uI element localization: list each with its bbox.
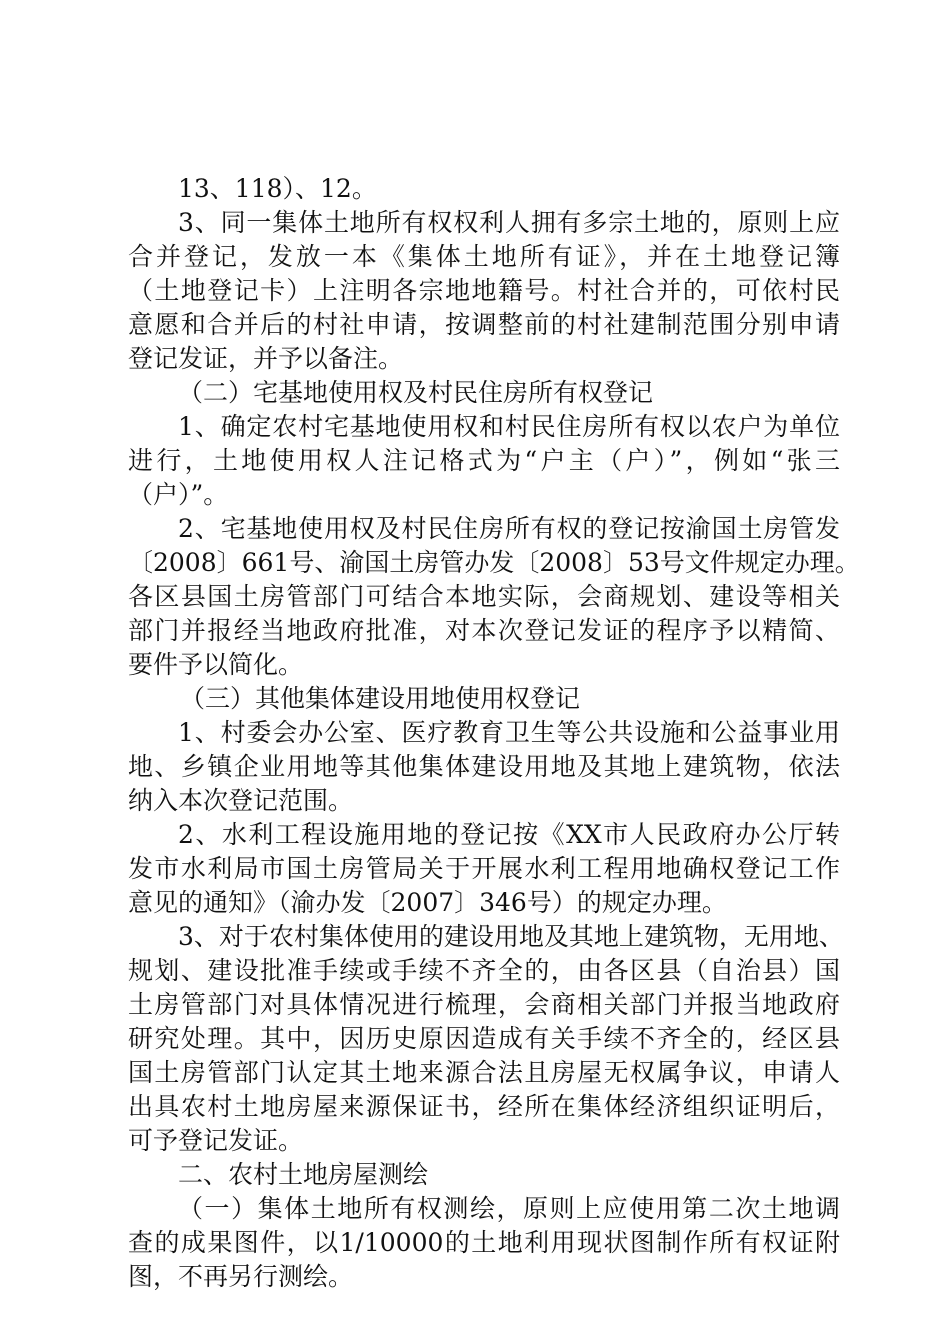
text-line: （一）集体土地所有权测绘，原则上应使用第二次土地调 xyxy=(178,1194,840,1223)
text-line: （户）”。 xyxy=(128,480,229,509)
text-line: 国土房管部门认定其土地来源合法且房屋无权属争议，申请人 xyxy=(128,1058,840,1087)
text-line: 部门并报经当地政府批准，对本次登记发证的程序予以精简、 xyxy=(128,616,840,645)
text-line: 登记发证，并予以备注。 xyxy=(128,344,404,373)
section-heading: （三）其他集体建设用地使用权登记 xyxy=(180,684,581,713)
text-line: 查的成果图件，以1/10000的土地利用现状图制作所有权证附 xyxy=(128,1228,840,1257)
text-line: 研究处理。其中，因历史原因造成有关手续不齐全的，经区县 xyxy=(128,1024,840,1053)
text-line: 意愿和合并后的村社申请，按调整前的村社建制范围分别申请 xyxy=(128,310,840,339)
text-line: 3、对于农村集体使用的建设用地及其地上建筑物，无用地、 xyxy=(178,922,844,951)
text-line: 2、水利工程设施用地的登记按《XX市人民政府办公厅转 xyxy=(178,820,840,849)
text-line: 3、同一集体土地所有权权利人拥有多宗土地的，原则上应 xyxy=(178,208,840,237)
text-line: （土地登记卡）上注明各宗地地籍号。村社合并的，可依村民 xyxy=(128,276,840,305)
text-line: 合并登记，发放一本《集体土地所有证》，并在土地登记簿 xyxy=(128,242,840,271)
text-line: 纳入本次登记范围。 xyxy=(128,786,354,815)
section-heading: 二、农村土地房屋测绘 xyxy=(178,1160,429,1189)
text-line: 可予登记发证。 xyxy=(128,1126,304,1155)
document-body xyxy=(128,172,860,1294)
text-line: 发市水利局市国土房管局关于开展水利工程用地确权登记工作 xyxy=(128,854,840,883)
text-line: 地、乡镇企业用地等其他集体建设用地及其地上建筑物，依法 xyxy=(128,752,840,781)
text-line: 各区县国土房管部门可结合本地实际，会商规划、建设等相关 xyxy=(128,582,840,611)
text-line: 土房管部门对具体情况进行梳理，会商相关部门并报当地政府 xyxy=(128,990,840,1019)
text-line: 13、118）、12。 xyxy=(178,174,377,203)
text-line: 2、宅基地使用权及村民住房所有权的登记按渝国土房管发 xyxy=(178,514,840,543)
text-line: 图，不再另行测绘。 xyxy=(128,1262,354,1291)
text-line: 1、确定农村宅基地使用权和村民住房所有权以农户为单位 xyxy=(178,412,840,441)
text-line: 出具农村土地房屋来源保证书，经所在集体经济组织证明后， xyxy=(128,1092,840,1121)
text-line: 1、村委会办公室、医疗教育卫生等公共设施和公益事业用 xyxy=(178,718,840,747)
text-line: 意见的通知》（渝办发〔2007〕346号）的规定办理。 xyxy=(128,888,727,917)
text-line: 〔2008〕661号、渝国土房管办发〔2008〕53号文件规定办理。 xyxy=(128,548,860,577)
section-heading: （二）宅基地使用权及村民住房所有权登记 xyxy=(178,378,654,407)
text-line: 规划、建设批准手续或手续不齐全的，由各区县（自治县）国 xyxy=(128,956,840,985)
text-line: 要件予以简化。 xyxy=(128,650,304,679)
text-line: 进行，土地使用权人注记格式为“户主（户）”，例如“张三 xyxy=(128,446,840,475)
